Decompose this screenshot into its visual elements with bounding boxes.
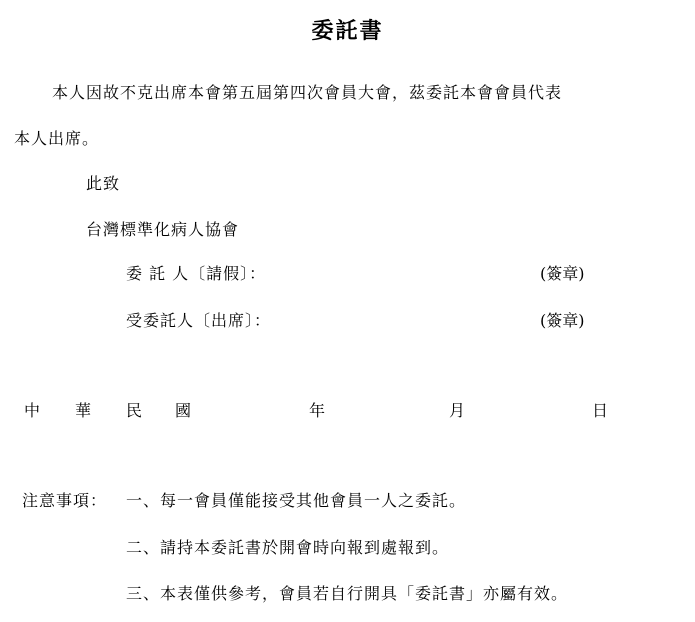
- delegate-label: 受委託人〔出席〕：: [126, 311, 272, 330]
- note-item-3: 三、本表僅供參考，會員若自行開具「委託書」亦屬有效。: [126, 584, 569, 603]
- delegate-signature-mark: (簽章): [540, 311, 585, 330]
- note-item-1: 一、每一會員僅能接受其他會員一人之委託。: [126, 491, 467, 510]
- date-char-min: 民: [126, 401, 143, 420]
- note-item-2: 二、請持本委託書於開會時向報到處報到。: [126, 538, 450, 557]
- paragraph-line-2: 本人出席。: [14, 129, 100, 148]
- delegator-signature-mark: (簽章): [540, 264, 585, 283]
- date-char-zhong: 中: [24, 401, 41, 420]
- date-char-guo: 國: [175, 401, 192, 420]
- organization-name: 台灣標準化病人協會: [86, 220, 240, 239]
- date-month-label: 月: [449, 401, 466, 420]
- paragraph-line-1: 本人因故不克出席本會第五屆第四次會員大會，茲委託本會會員代表: [52, 83, 563, 102]
- delegator-label: 委 託 人〔請假〕：: [126, 264, 267, 283]
- date-day-label: 日: [592, 401, 609, 420]
- date-year-label: 年: [309, 401, 326, 420]
- notes-heading: 注意事項：: [22, 491, 108, 510]
- document-title: 委託書: [311, 18, 384, 44]
- salutation: 此致: [86, 174, 121, 193]
- date-char-hua: 華: [75, 401, 92, 420]
